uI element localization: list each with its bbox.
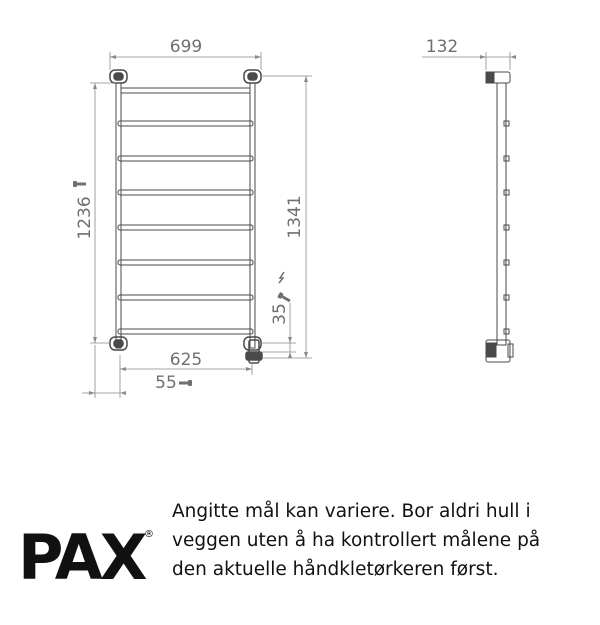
disclaimer-line: den aktuelle håndkletørkeren først. [172, 559, 499, 580]
screw-icon [179, 380, 192, 386]
dim-depth-top: 132 [425, 37, 459, 57]
disclaimer-text [172, 497, 592, 584]
towel-bar [118, 329, 253, 334]
side-view [486, 72, 513, 362]
disclaimer-line: veggen uten å ha kontrollert målene på [172, 530, 541, 551]
side-rail [497, 83, 506, 345]
screw-icon [277, 292, 291, 304]
towel-bar [118, 225, 253, 230]
dim-height-left: 1236 [75, 196, 95, 240]
front-view [110, 70, 262, 363]
towel-bar [118, 121, 253, 126]
screw-icon [73, 181, 86, 187]
wall-brackets [110, 70, 261, 350]
pipe-icon [279, 272, 284, 283]
dim-width-top: 699 [169, 37, 203, 57]
towel-bar [118, 156, 253, 161]
dim-hole-offset: 55 [155, 373, 177, 393]
towel-bars [118, 121, 253, 334]
dim-height-right: 1341 [285, 195, 305, 239]
towel-bar [118, 295, 253, 300]
logo-text: PAX [18, 521, 145, 594]
top-bar [121, 88, 250, 93]
towel-bar [118, 190, 253, 195]
disclaimer-line: Angitte mål kan variere. Bor aldri hull i [172, 501, 531, 522]
registered-mark: ® [144, 529, 154, 540]
dim-bottom-offset: 35 [270, 303, 290, 325]
valve-connector [246, 340, 262, 363]
dim-width-bottom: 625 [169, 350, 203, 370]
towel-bar [118, 260, 253, 265]
pax-logo [18, 521, 154, 594]
